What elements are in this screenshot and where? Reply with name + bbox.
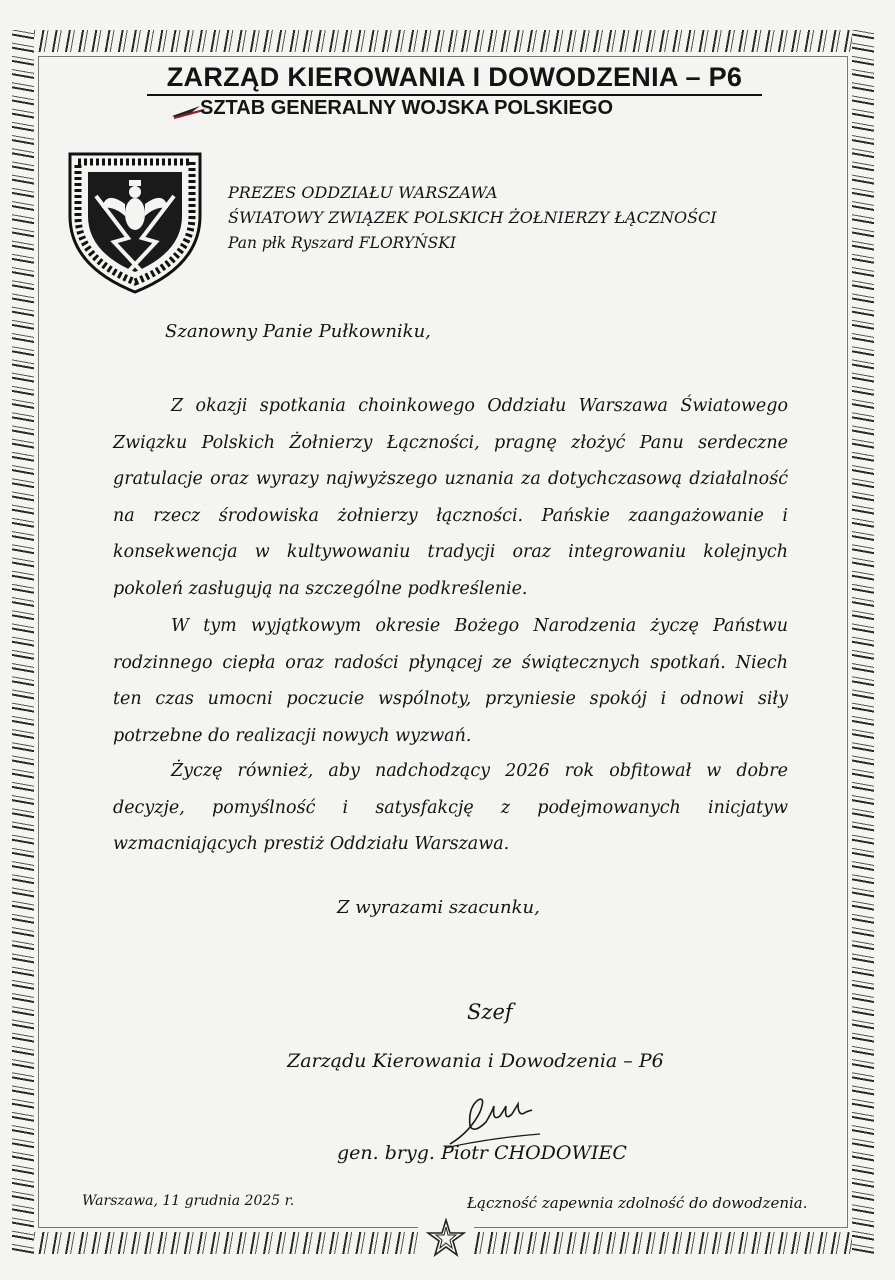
addressee-title: PREZES ODDZIAŁU WARSZAWA <box>228 183 498 202</box>
addressee-name: Pan płk Ryszard FLORYŃSKI <box>228 234 456 252</box>
staff-header: SZTAB GENERALNY WOJSKA POLSKIEGO <box>200 97 613 119</box>
paragraph-1 <box>113 388 788 607</box>
signatory-title: Szef <box>467 1000 513 1024</box>
signatory-name: gen. bryg. Piotr CHODOWIEC <box>337 1142 627 1164</box>
paragraph-1-text: Z okazji spotkania choinkowego Oddziału Warszawa Światowego Związku Polskich Żołnierzy Łączności, pragnę złożyć Panu serdeczne gratulacje oraz wyrazy najwyższego uznania za dotychczasową działalność na rzecz środowiska żołnierzy łączności. Pańskie zaangażowanie i konsekwencja w kultywowaniu tradycji oraz integrowaniu kolejnych pokoleń zasługują na szczególne podkreślenie. <box>113 396 788 599</box>
paragraph-2 <box>113 608 788 754</box>
paragraph-3 <box>113 753 788 863</box>
star-icon <box>426 1218 466 1258</box>
paragraph-2-text: W tym wyjątkowym okresie Bożego Narodzenia życzę Państwu rodzinnego ciepła oraz radości płynącej ze świątecznych spotkań. Niech ten czas umocni poczucie wspólnoty, przyniesie spokój i odnowi siły potrzebne do realizacji nowych wyzwań. <box>113 616 788 746</box>
paragraph-3-text: Życzę również, aby nadchodzący 2026 rok obfitował w dobre decyzje, pomyślność i satysfakcję z podejmowanych inicjatyw wzmacniających prestiż Oddziału Warszawa. <box>113 761 788 854</box>
addressee-organization: ŚWIATOWY ZWIĄZEK POLSKICH ŻOŁNIERZY ŁĄCZNOŚCI <box>228 208 717 227</box>
closing: Z wyrazami szacunku, <box>337 897 540 918</box>
salutation: Szanowny Panie Pułkowniku, <box>165 321 431 342</box>
unit-emblem-icon <box>66 146 204 296</box>
place-date: Warszawa, 11 grudnia 2025 r. <box>82 1193 295 1209</box>
motto: Łączność zapewnia zdolność do dowodzenia. <box>467 1194 808 1212</box>
border-top <box>12 30 874 52</box>
border-right <box>852 30 874 1254</box>
unit-header: ZARZĄD KIEROWANIA I DOWODZENIA – P6 <box>147 62 762 96</box>
signatory-unit: Zarządu Kierowania i Dowodzenia – P6 <box>287 1050 664 1072</box>
border-left <box>12 30 34 1254</box>
